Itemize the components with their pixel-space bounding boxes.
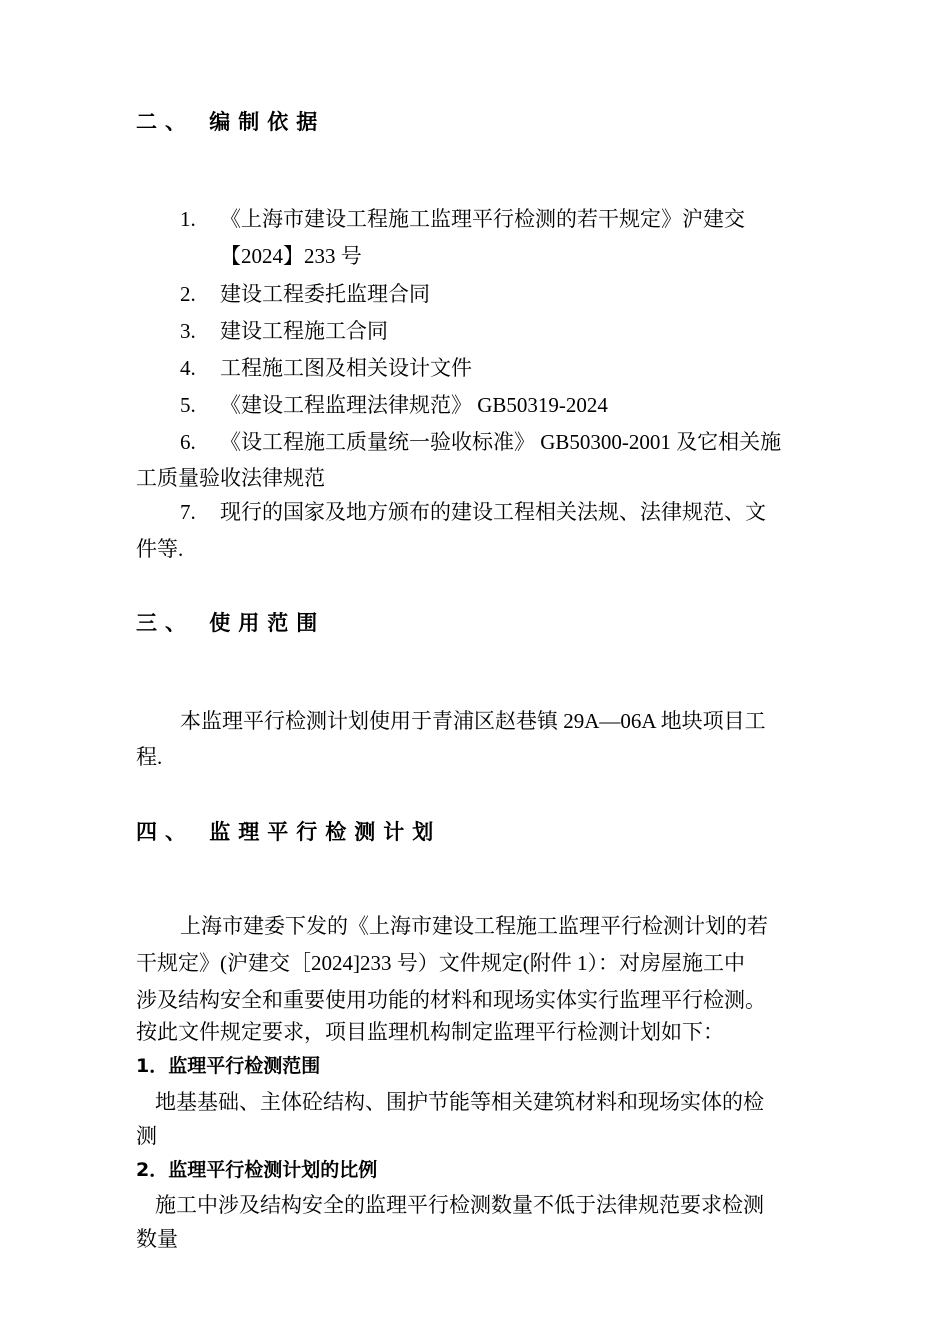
section-heading-plan: 四、 监理平行检测计划 <box>136 820 442 844</box>
basis-item-text: 建设工程委托监理合同 <box>220 282 430 306</box>
basis-item-text: 《设工程施工质量统一验收标准》 GB50300-2001 及它相关施 <box>220 430 782 454</box>
basis-item-6-continued: 工质量验收法律规范 <box>136 466 325 490</box>
section-heading-scope: 三、 使用范围 <box>136 611 326 635</box>
basis-item-1 <box>180 203 745 233</box>
basis-item-text: 工程施工图及相关设计文件 <box>220 356 472 380</box>
basis-item-2 <box>180 278 430 308</box>
basis-item-text: 《建设工程监理法律规范》 GB50319-2024 <box>220 393 608 417</box>
plan-intro-line1: 上海市建委下发的《上海市建设工程施工监理平行检测计划的若 <box>180 914 768 938</box>
basis-item-7-continued: 件等. <box>136 537 184 561</box>
basis-item-6 <box>180 426 781 456</box>
basis-item-number: 2. <box>180 282 196 306</box>
subsection-ratio-text-line2: 数量 <box>136 1227 178 1251</box>
subsection-scope-text-line1: 地基基础、主体砼结构、围护节能等相关建筑材料和现场实体的检 <box>155 1090 764 1114</box>
basis-item-number: 6. <box>180 430 196 454</box>
basis-item-3 <box>180 315 388 345</box>
subsection-ratio-text-line1: 施工中涉及结构安全的监理平行检测数量不低于法律规范要求检测 <box>155 1193 764 1217</box>
basis-item-7 <box>180 496 766 526</box>
subsection-title-scope: 1．监理平行检测范围 <box>136 1055 321 1077</box>
plan-intro-line2: 干规定》(沪建交［2024]233 号）文件规定(附件 1）：对房屋施工中 <box>136 951 745 975</box>
basis-item-number: 5. <box>180 393 196 417</box>
plan-intro-line4: 按此文件规定要求，项目监理机构制定监理平行检测计划如下： <box>136 1020 724 1044</box>
basis-item-number: 1. <box>180 207 196 231</box>
section-heading-basis: 二、 编制依据 <box>136 110 326 134</box>
basis-item-text: 现行的国家及地方颁布的建设工程相关法规、法律规范、文 <box>220 500 766 524</box>
basis-item-text: 建设工程施工合同 <box>220 319 388 343</box>
basis-item-text: 《上海市建设工程施工监理平行检测的若干规定》沪建交 <box>220 207 745 231</box>
subsection-title-ratio: 2．监理平行检测计划的比例 <box>136 1159 378 1181</box>
plan-intro-line3: 涉及结构安全和重要使用功能的材料和现场实体实行监理平行检测。 <box>136 988 766 1012</box>
basis-item-4 <box>180 352 472 382</box>
basis-item-5 <box>180 389 608 419</box>
basis-item-number: 4. <box>180 356 196 380</box>
basis-item-number: 7. <box>180 500 196 524</box>
subsection-scope-text-line2: 测 <box>136 1124 157 1148</box>
scope-paragraph-line1: 本监理平行检测计划使用于青浦区赵巷镇 29A—06A 地块项目工 <box>180 709 766 733</box>
basis-item-1-continued: 【2024】233 号 <box>220 244 362 268</box>
basis-item-number: 3. <box>180 319 196 343</box>
scope-paragraph-line2: 程. <box>136 745 163 769</box>
